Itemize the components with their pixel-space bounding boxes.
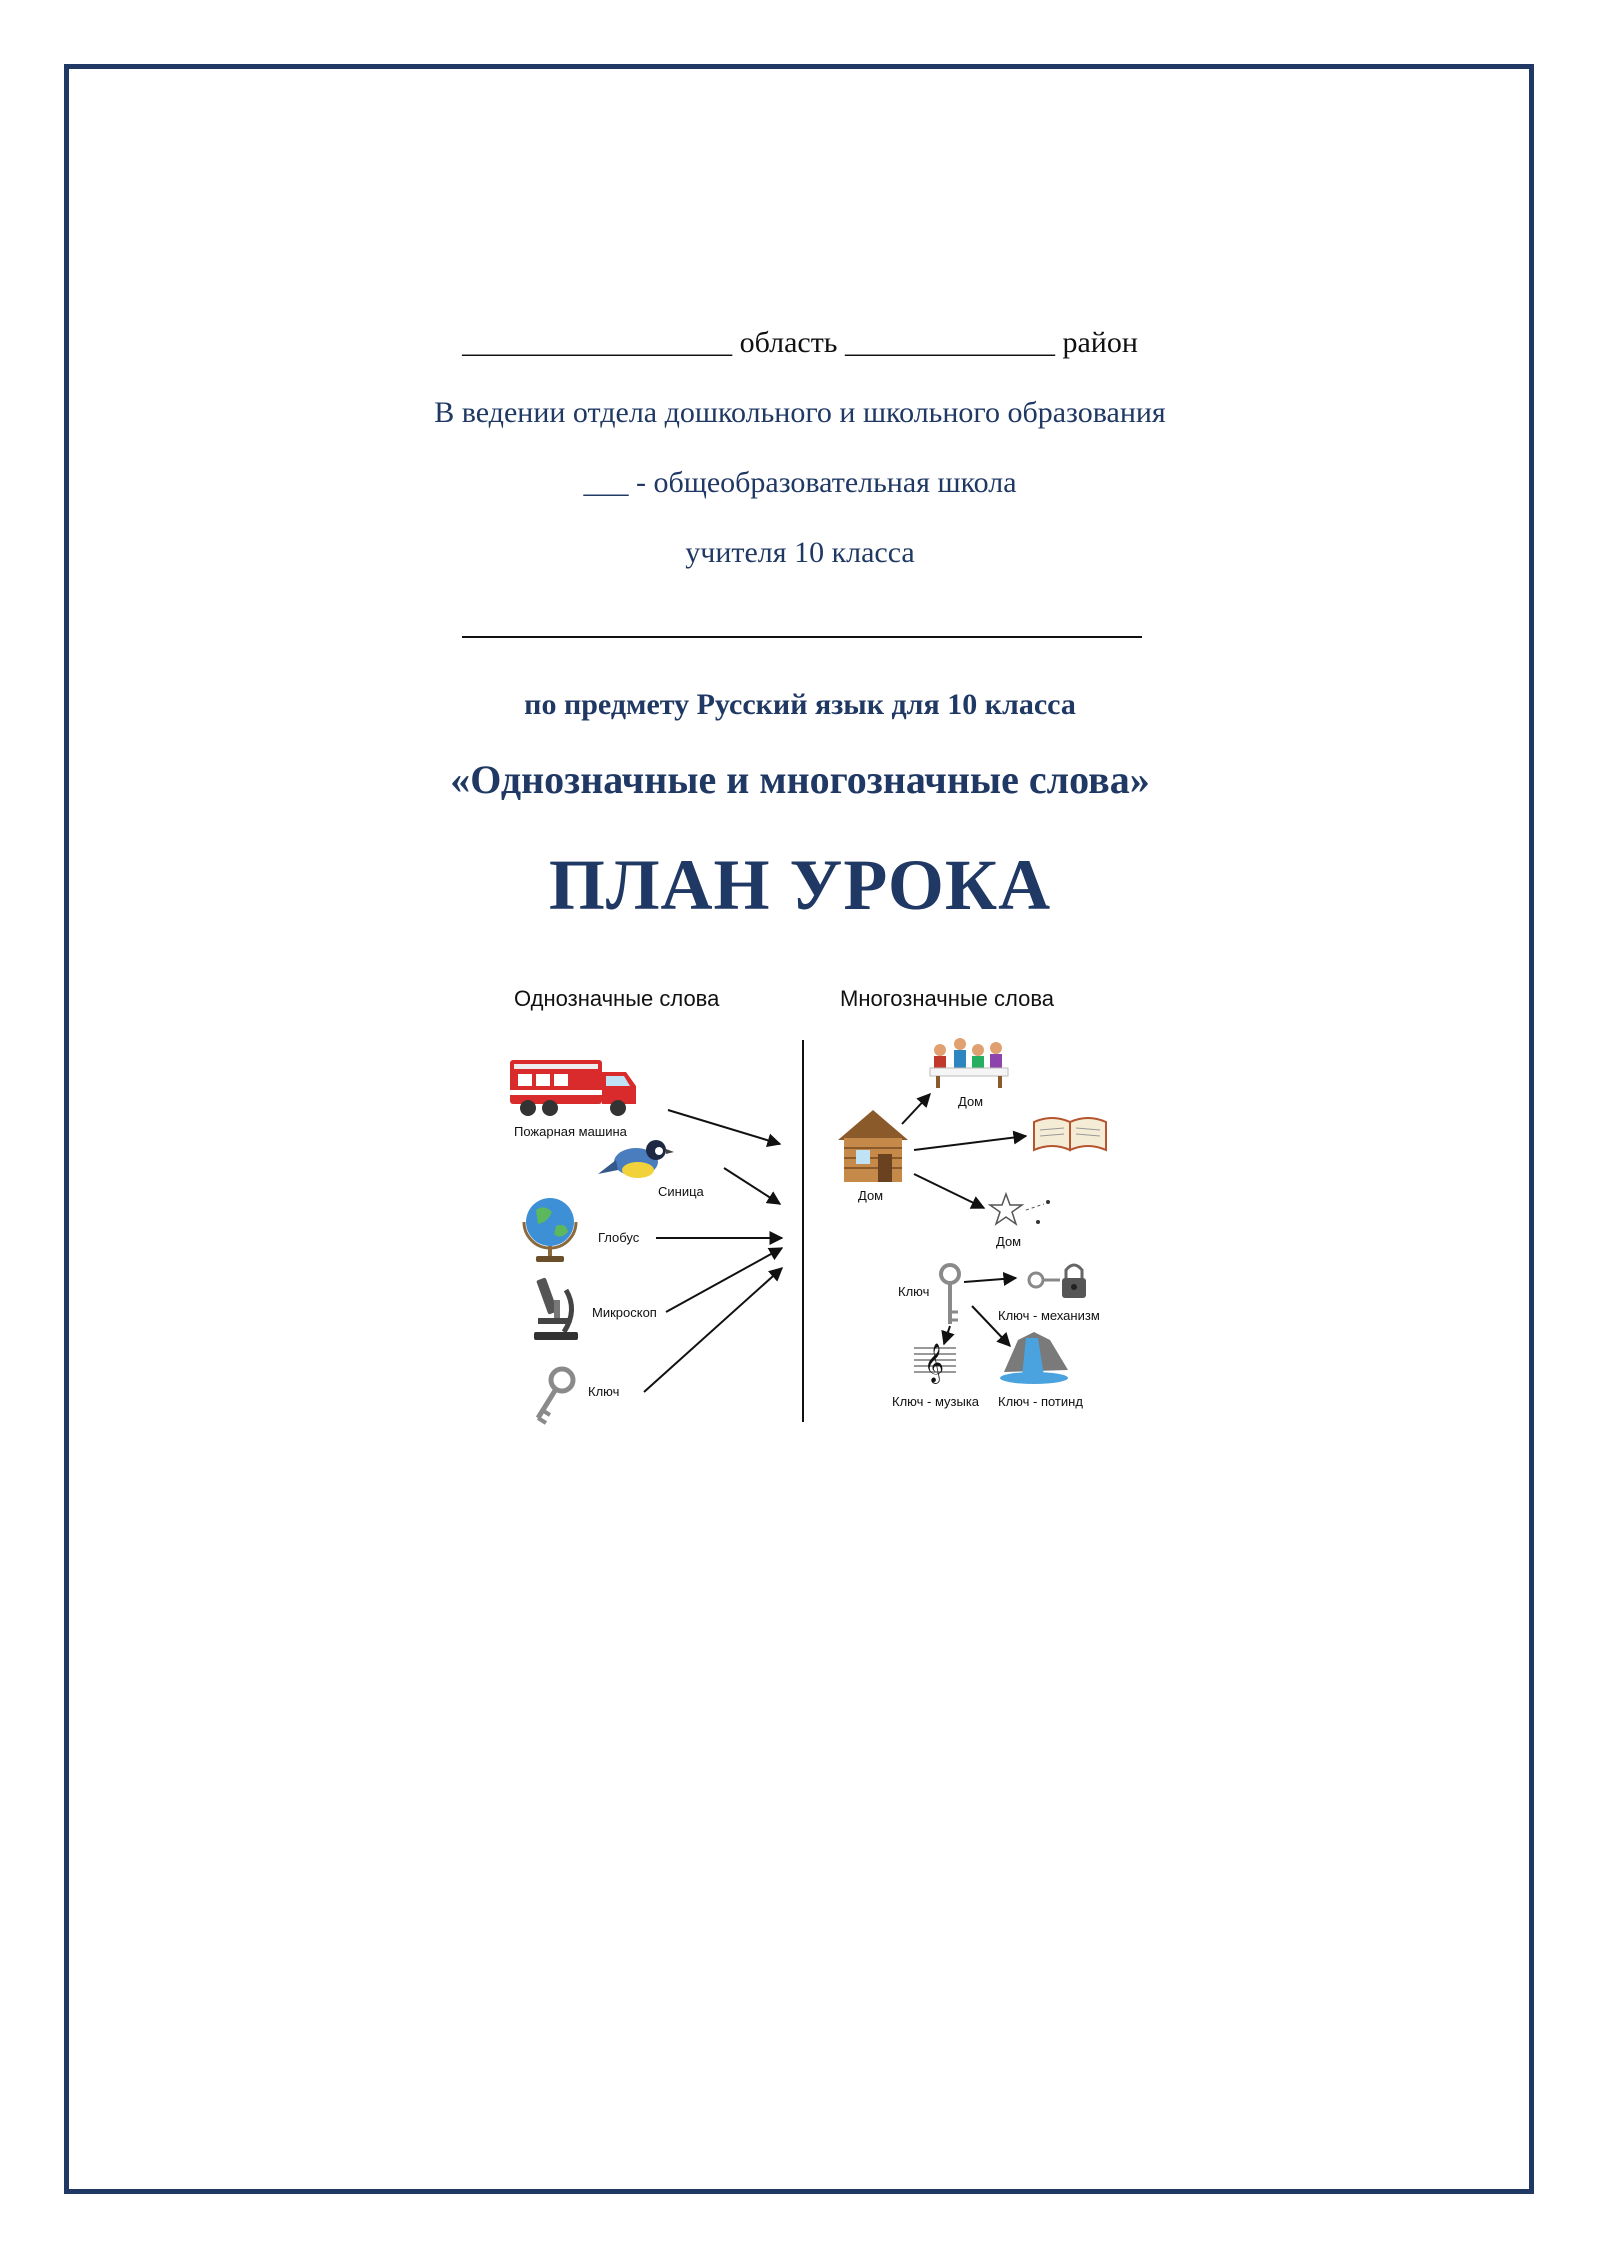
key-icon [538,1369,573,1423]
arrow-microscope [666,1248,782,1312]
microscope-icon [534,1277,578,1340]
subject-line: по предмету Русский язык для 10 класса [524,688,1076,721]
log-house-icon [838,1110,908,1182]
teacher-line: учителя 10 класса [685,536,915,569]
key-music-label: Ключ - музыка [892,1394,980,1409]
padlock-key-icon [1029,1265,1086,1298]
waterfall-icon [1000,1332,1068,1384]
topic-title: «Однозначные и многозначные слова» [450,757,1150,802]
fire-truck-label: Пожарная машина [514,1124,627,1139]
globe-icon [524,1198,576,1262]
document-title: ПЛАН УРОКА [548,845,1052,925]
house-label: Дом [858,1188,884,1203]
key-spring-label: Ключ - потинд [998,1394,1083,1409]
arrow-bird [724,1168,780,1204]
family-icon [930,1038,1008,1088]
book-icon [1034,1118,1106,1150]
arrow-key-mechanism [964,1278,1016,1282]
globe-label: Глобус [598,1230,640,1245]
microscope-label: Микроскоп [592,1305,657,1320]
arrow-house-book [914,1136,1026,1150]
key-mechanism-label: Ключ - механизм [998,1308,1100,1323]
right-key-label: Ключ [898,1284,930,1299]
family-house-label: Дом [958,1094,984,1109]
right-heading: Многозначные слова [840,986,1054,1011]
bird-icon [598,1140,674,1178]
old-key-icon [941,1265,959,1324]
star-icon [990,1194,1050,1224]
fire-truck-icon [510,1060,636,1116]
region-line: __________________ область ______________ район [462,326,1138,359]
arrow-house-star [914,1174,984,1208]
words-diagram [478,960,1138,1460]
department-line: В ведении отдела дошкольного и школьного образования [434,396,1166,429]
arrow-fire-truck [668,1110,780,1144]
arrow-key-music [944,1326,950,1344]
star-house-label: Дом [996,1234,1022,1249]
bird-label: Синица [658,1184,704,1199]
signature-rule [462,636,1142,638]
school-line: ___ - общеобразовательная школа [583,466,1017,499]
key-label: Ключ [588,1384,620,1399]
left-heading: Однозначные слова [514,986,720,1011]
music-note-icon [914,1343,956,1384]
arrow-house-family [902,1094,930,1124]
svg-text:𝄞: 𝄞 [924,1343,945,1383]
